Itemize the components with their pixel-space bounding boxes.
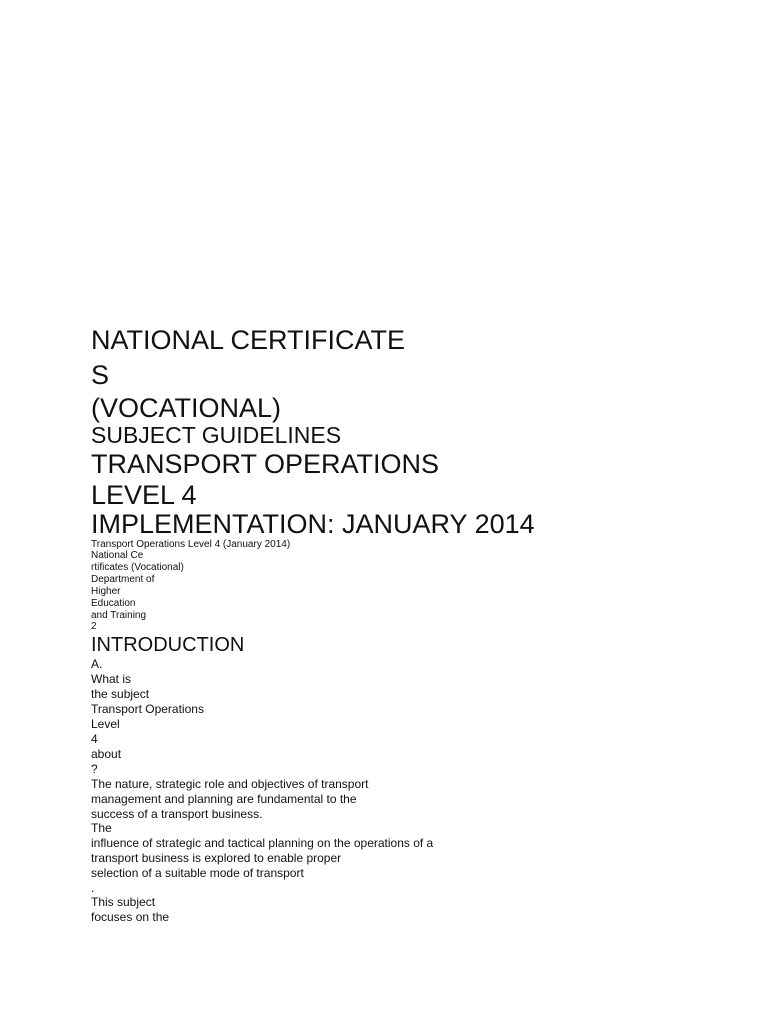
title-line-implementation: IMPLEMENTATION: JANUARY 2014 xyxy=(91,509,535,539)
header-text-line: Transport Operations Level 4 (January 2014) xyxy=(91,539,291,550)
question-text-line: Transport Operations xyxy=(91,702,204,716)
header-text-line: National Ce xyxy=(91,550,144,561)
question-text-line: ? xyxy=(91,762,98,776)
body-text-line: influence of strategic and tactical planning on the operations of a xyxy=(91,836,434,850)
title-line-vocational: (VOCATIONAL) xyxy=(91,393,282,423)
section-label: A. xyxy=(91,657,103,671)
question-text-line: What is xyxy=(91,672,132,686)
section-heading: INTRODUCTION xyxy=(91,634,245,656)
question-text-line: about xyxy=(91,747,122,761)
body-text-line: management and planning are fundamental to the xyxy=(91,792,357,806)
body-text-line: selection of a suitable mode of transport xyxy=(91,866,304,880)
title-line-subject-guidelines: SUBJECT GUIDELINES xyxy=(91,422,342,448)
question-text-line: 4 xyxy=(91,732,98,746)
body-text-line: focuses on the xyxy=(91,910,170,924)
body-text-line: success of a transport business. xyxy=(91,807,263,821)
body-text-line: The xyxy=(91,821,112,835)
question-text-line: the subject xyxy=(91,687,150,701)
title-line-level: LEVEL 4 xyxy=(91,480,197,510)
title-line-transport-operations: TRANSPORT OPERATIONS xyxy=(91,449,440,479)
title-line-s: S xyxy=(91,360,110,390)
header-text-line: Education xyxy=(91,598,136,609)
header-text-line: Department of xyxy=(91,574,155,585)
body-text-line: This subject xyxy=(91,895,156,909)
question-text-line: Level xyxy=(91,717,120,731)
header-page-number: 2 xyxy=(91,621,97,632)
title-line-national-certificate: NATIONAL CERTIFICATE xyxy=(91,325,406,355)
header-text-line: and Training xyxy=(91,610,147,621)
header-text-line: Higher xyxy=(91,586,121,597)
body-text-line: transport business is explored to enable proper xyxy=(91,851,342,865)
body-text-line: The nature, strategic role and objectives of transport xyxy=(91,777,369,791)
header-text-line: rtificates (Vocational) xyxy=(91,562,184,573)
body-text-line: . xyxy=(91,881,95,895)
